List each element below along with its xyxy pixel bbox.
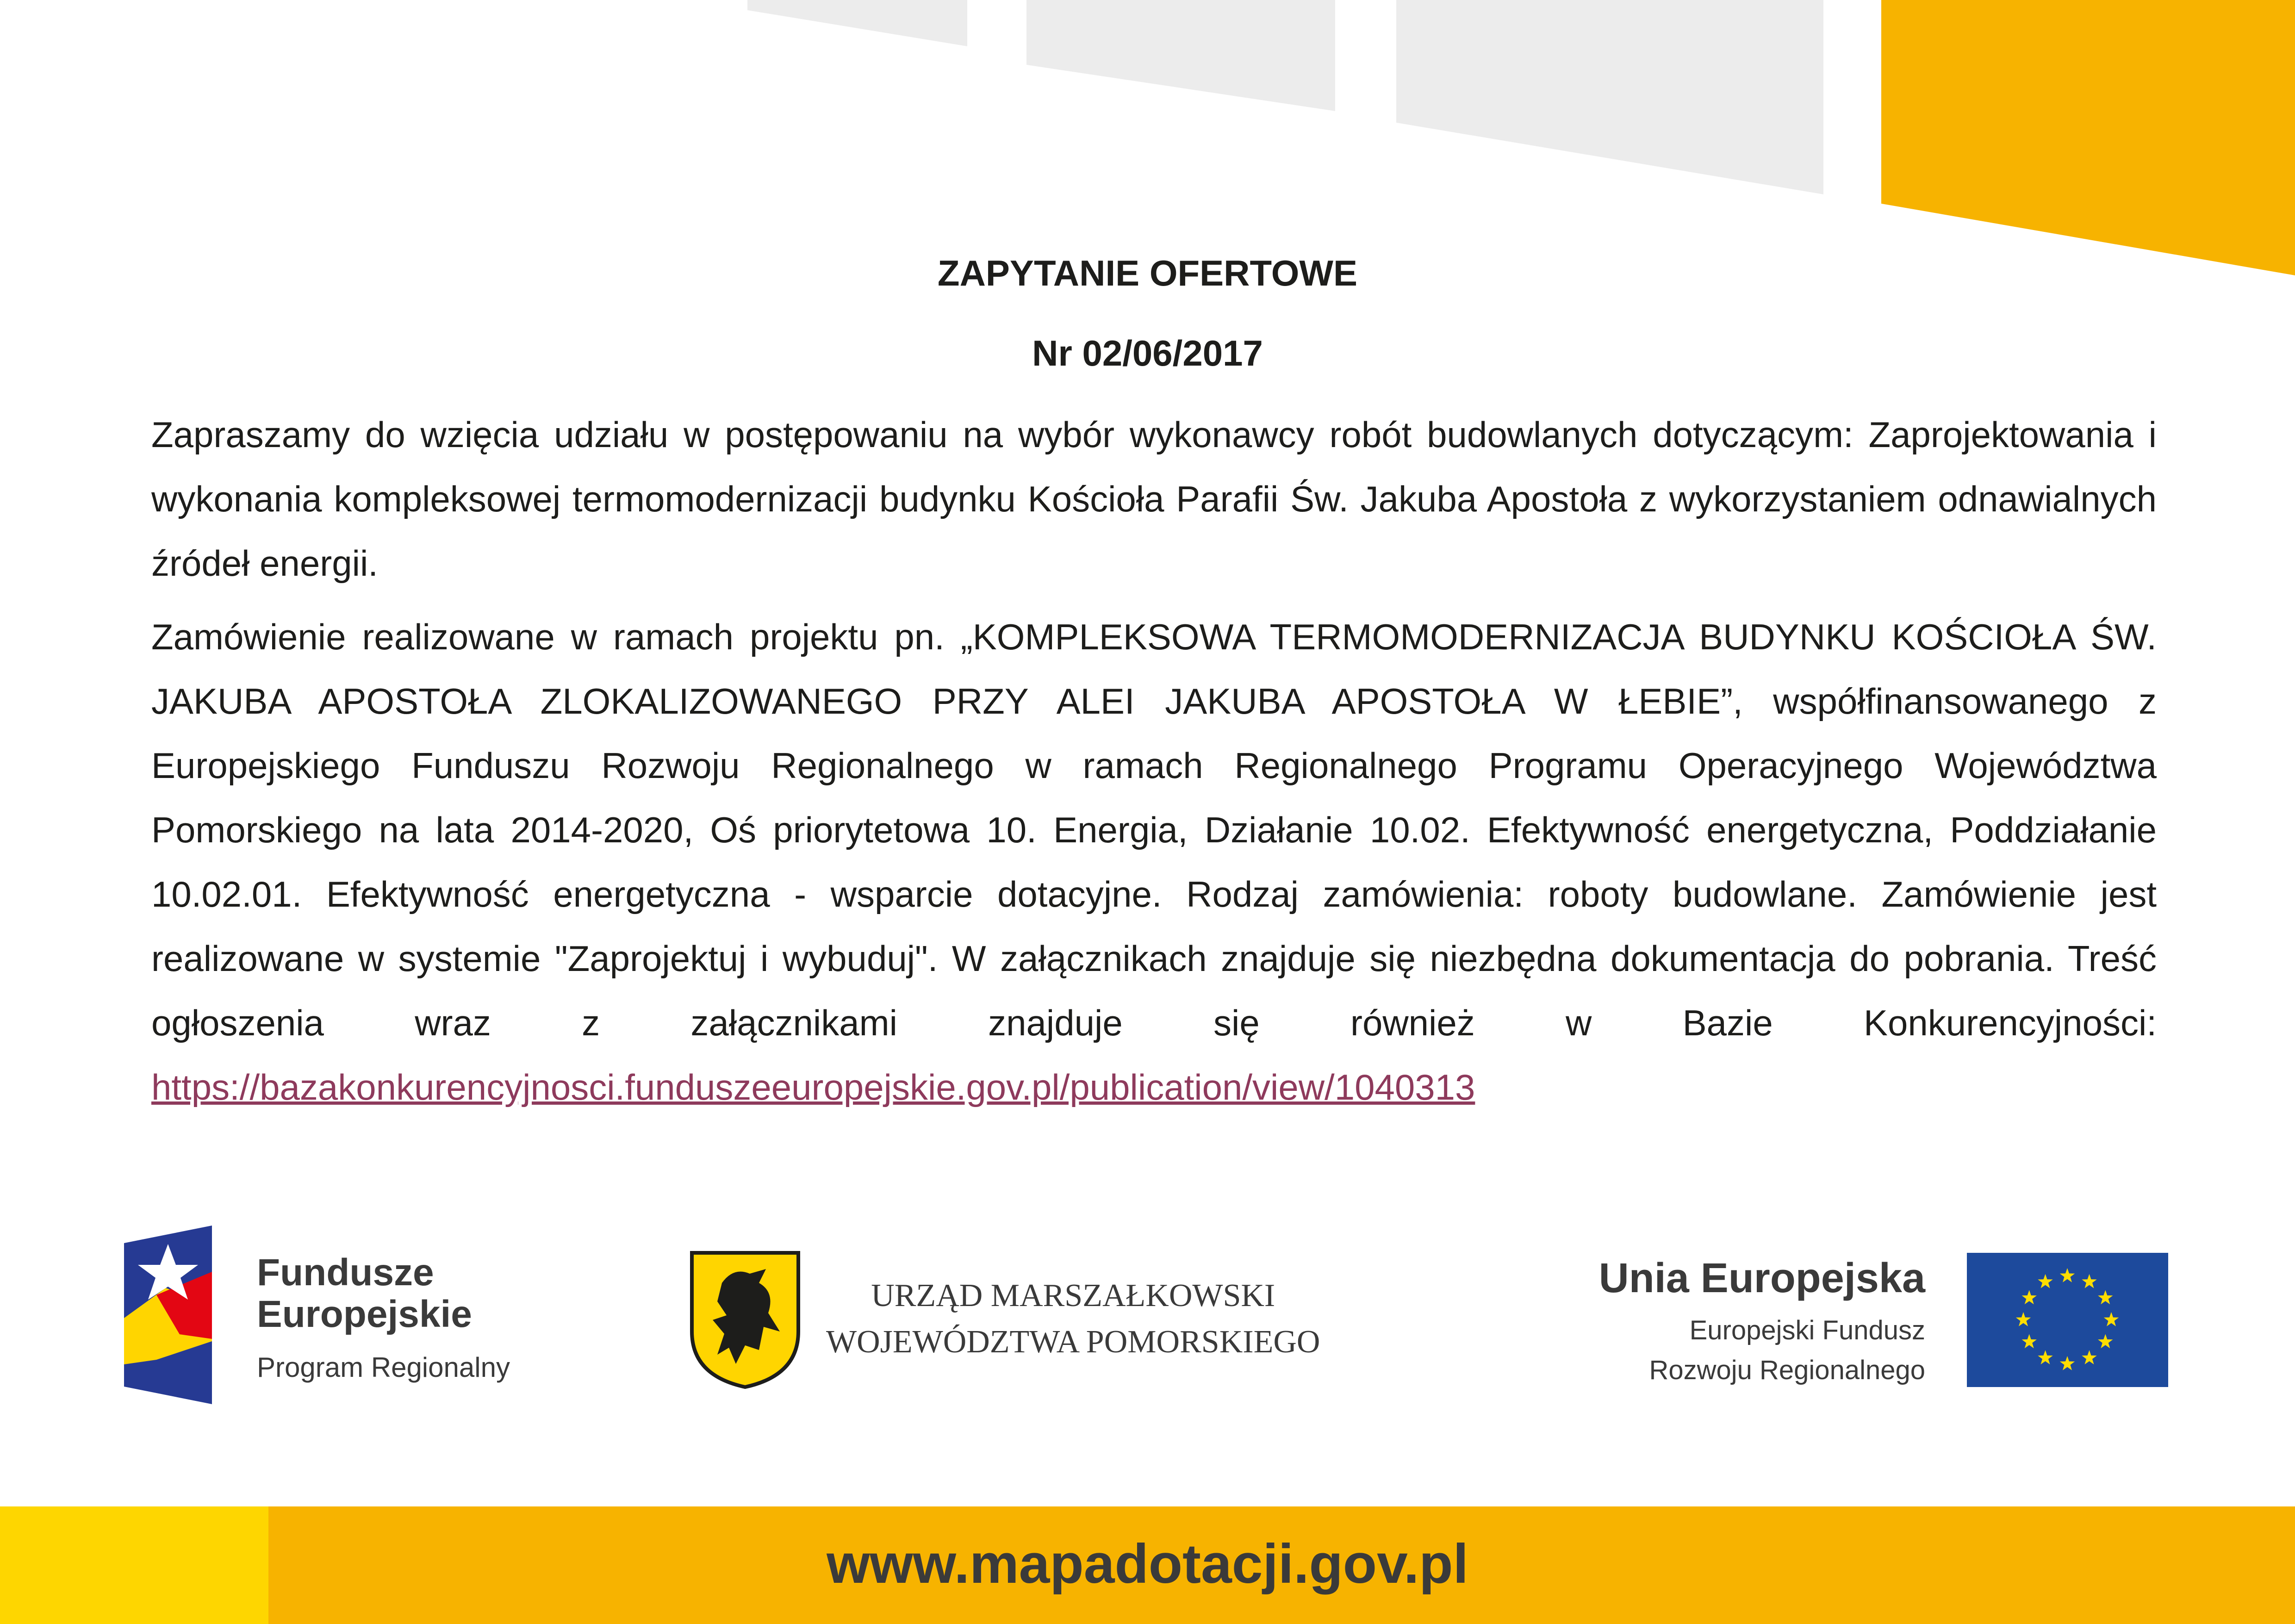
paragraph-project-text: Zamówienie realizowane w ramach projektu pn. „KOMPLEKSOWA TERMOMODERNIZACJA BUDYNKU KOŚCIOŁA ŚW. JAKUBA APOSTOŁA ZLOKALIZOWANEGO PRZY ALEI JAKUBA APOSTOŁA W ŁEBIE”, współfinansowanego z Europejskiego Funduszu Rozwoju Regionalnego w ramach Regionalnego Programu Operacyjnego Województwa Pomorskiego na lata 2014-2020, Oś priorytetowa 10. Energia, Działanie 10.02. Efektywność energetyczna, Poddziałanie 10.02.01. Efektywność energetyczna - wsparcie dotacyjne. Rodzaj zamówienia: roboty budowlane. Zamówienie jest realizowane w systemie "Zaprojektuj i wybuduj". W załącznikach znajduje się niezbędna dokumentacja do pobrania. Treść ogłoszenia wraz z załącznikami znajduje się również w Bazie Konkurencyjności: <box>151 616 2157 1043</box>
fe-line2: Europejskie <box>257 1293 472 1335</box>
ue-logo-text <box>1550 1251 1925 1390</box>
ue-line1: Unia Europejska <box>1598 1255 1925 1301</box>
fe-line3: Program Regionalny <box>257 1352 510 1383</box>
body-text <box>151 403 2157 1120</box>
document-title: ZAPYTANIE OFERTOWE <box>937 253 1358 293</box>
fundusze-europejskie-emblem <box>124 1226 219 1404</box>
footer-url[interactable]: www.mapadotacji.gov.pl <box>827 1533 1468 1595</box>
umwp-line2: WOJEWÓDZTWA POMORSKIEGO <box>826 1324 1320 1360</box>
umwp-line1: URZĄD MARSZAŁKOWSKI <box>871 1278 1275 1313</box>
fe-line1: Fundusze <box>257 1251 434 1294</box>
yellow-panel <box>1881 0 2295 275</box>
publication-link[interactable]: https://bazakonkurencyjnosci.funduszeeuropejskie.gov.pl/publication/view/1040313 <box>151 1067 1475 1108</box>
footer-bar <box>0 1506 2295 1624</box>
paragraph-invitation: Zapraszamy do wzięcia udziału w postępowaniu na wybór wykonawcy robót budowlanych dotyczącym: Zaprojektowania i wykonania kompleksowej termomodernizacji budynku Kościoła Parafii Św. Jakuba Apostoła z wykorzystaniem odnawialnych źródeł energii. <box>151 414 2157 584</box>
paragraph-project <box>151 605 2157 1120</box>
document-number: Nr 02/06/2017 <box>1032 333 1263 373</box>
eu-flag-icon <box>1967 1253 2168 1387</box>
fe-logo-text <box>257 1252 510 1388</box>
ue-line2: Europejski Fundusz <box>1689 1315 1925 1345</box>
umwp-logo-text <box>826 1273 1320 1365</box>
griffin-coat-of-arms-icon <box>690 1251 801 1389</box>
grey-panel-3 <box>1396 0 1823 194</box>
grey-panel-2 <box>1026 0 1335 111</box>
ue-line3: Rozwoju Regionalnego <box>1649 1355 1925 1385</box>
grey-panel-1 <box>747 0 967 46</box>
